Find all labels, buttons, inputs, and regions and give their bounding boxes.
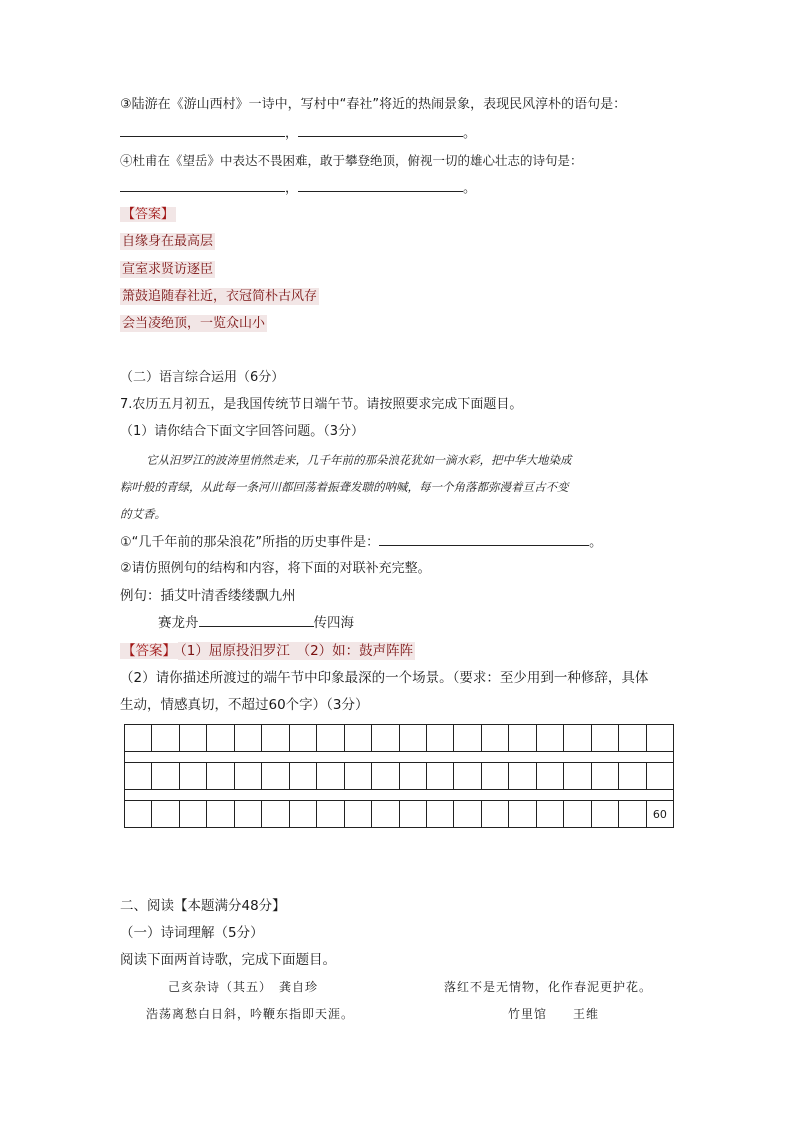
period: 。 bbox=[589, 535, 603, 550]
answer-label: 【答案】 bbox=[122, 207, 175, 222]
answer-line bbox=[120, 261, 215, 279]
sub-question-2-cont: 生动，情感真切，不超过60个字）（3分） bbox=[120, 697, 369, 713]
poem-2-title: 竹里馆 王维 bbox=[508, 1007, 600, 1021]
passage-line: 的艾香。 bbox=[120, 507, 166, 521]
passage-line: 它从汨罗江的波涛里悄然走来，几千年前的那朵浪花犹如一滴水彩，把中华大地染成 bbox=[146, 453, 572, 467]
question-4-blanks bbox=[120, 179, 476, 198]
comma: ， bbox=[285, 181, 299, 196]
poem-1-title: 己亥杂诗（其五） 龚自珍 bbox=[168, 980, 319, 994]
couplet-line bbox=[158, 614, 354, 632]
answer-2 bbox=[120, 642, 415, 660]
answer-text: 自缘身在最高层 bbox=[122, 234, 214, 249]
blank-field[interactable] bbox=[120, 179, 285, 192]
item-2: ②请仿照例句的结构和内容，将下面的对联补充完整。 bbox=[120, 561, 431, 576]
answer-line bbox=[120, 233, 215, 251]
blank-field[interactable] bbox=[298, 179, 463, 192]
answer-label: 【答案】 bbox=[122, 643, 176, 659]
grid-counter: 60 bbox=[652, 807, 667, 821]
blank-field[interactable] bbox=[199, 614, 314, 627]
part-2-intro: 阅读下面两首诗歌，完成下面题目。 bbox=[120, 952, 336, 968]
item-1 bbox=[120, 533, 602, 552]
sub-question-1: （1）请你结合下面文字回答问题。（3分） bbox=[120, 424, 365, 439]
comma: ， bbox=[285, 126, 299, 141]
question-3-blanks bbox=[120, 124, 476, 143]
writing-grid-row[interactable] bbox=[124, 762, 674, 790]
poem-1-line-2: 落红不是无情物，化作春泥更护花。 bbox=[444, 980, 653, 994]
couplet-end: 传四海 bbox=[313, 615, 354, 631]
period: 。 bbox=[463, 181, 477, 196]
writing-grid-row[interactable] bbox=[124, 724, 674, 752]
section-heading: （二）语言综合运用（6分） bbox=[120, 370, 285, 385]
example-line: 例句：插艾叶清香缕缕飘九州 bbox=[120, 588, 296, 604]
blank-field[interactable] bbox=[379, 533, 589, 546]
answer-line bbox=[120, 315, 267, 333]
question-3: ③陆游在《游山西村》一诗中，写村中“春社”将近的热闹景象，表现民风淳朴的语句是： bbox=[120, 97, 627, 112]
answer-text: （1）屈原投汨罗江 （2）如：鼓声阵阵 bbox=[180, 643, 414, 659]
question-7: 7.农历五月初五，是我国传统节日端午节。请按照要求完成下面题目。 bbox=[120, 397, 523, 412]
item-1-text: ①“几千年前的那朵浪花”所指的历史事件是： bbox=[120, 535, 380, 550]
couplet-start: 赛龙舟 bbox=[158, 615, 199, 631]
blank-field[interactable] bbox=[298, 124, 463, 137]
part-2-sub: （一）诗词理解（5分） bbox=[120, 925, 264, 941]
blank-field[interactable] bbox=[120, 124, 285, 137]
poem-1-line-1: 浩荡离愁白日斜，吟鞭东指即天涯。 bbox=[146, 1007, 355, 1021]
answer-tag bbox=[120, 206, 176, 224]
answer-text: 箫鼓追随春社近，衣冠简朴古风存 bbox=[122, 289, 318, 304]
answer-line bbox=[120, 288, 319, 306]
passage-line: 粽叶般的青绿，从此每一条河川都回荡着振聋发聩的呐喊，每一个角落都弥漫着亘古不变 bbox=[120, 480, 569, 494]
writing-grid-gap bbox=[124, 752, 674, 762]
writing-grid-gap bbox=[124, 790, 674, 800]
writing-grid-row[interactable] bbox=[124, 800, 674, 828]
answer-text: 宣室求贤访逐臣 bbox=[122, 262, 214, 277]
part-2-heading: 二、阅读【本题满分48分】 bbox=[120, 898, 286, 914]
answer-text: 会当凌绝顶，一览众山小 bbox=[122, 316, 266, 331]
period: 。 bbox=[463, 126, 477, 141]
sub-question-2: （2）请你描述所渡过的端午节中印象最深的一个场景。（要求：至少用到一种修辞，具体 bbox=[120, 670, 649, 686]
question-4: ④杜甫在《望岳》中表达不畏困难，敢于攀登绝顶，俯视一切的雄心壮志的诗句是： bbox=[120, 153, 583, 168]
